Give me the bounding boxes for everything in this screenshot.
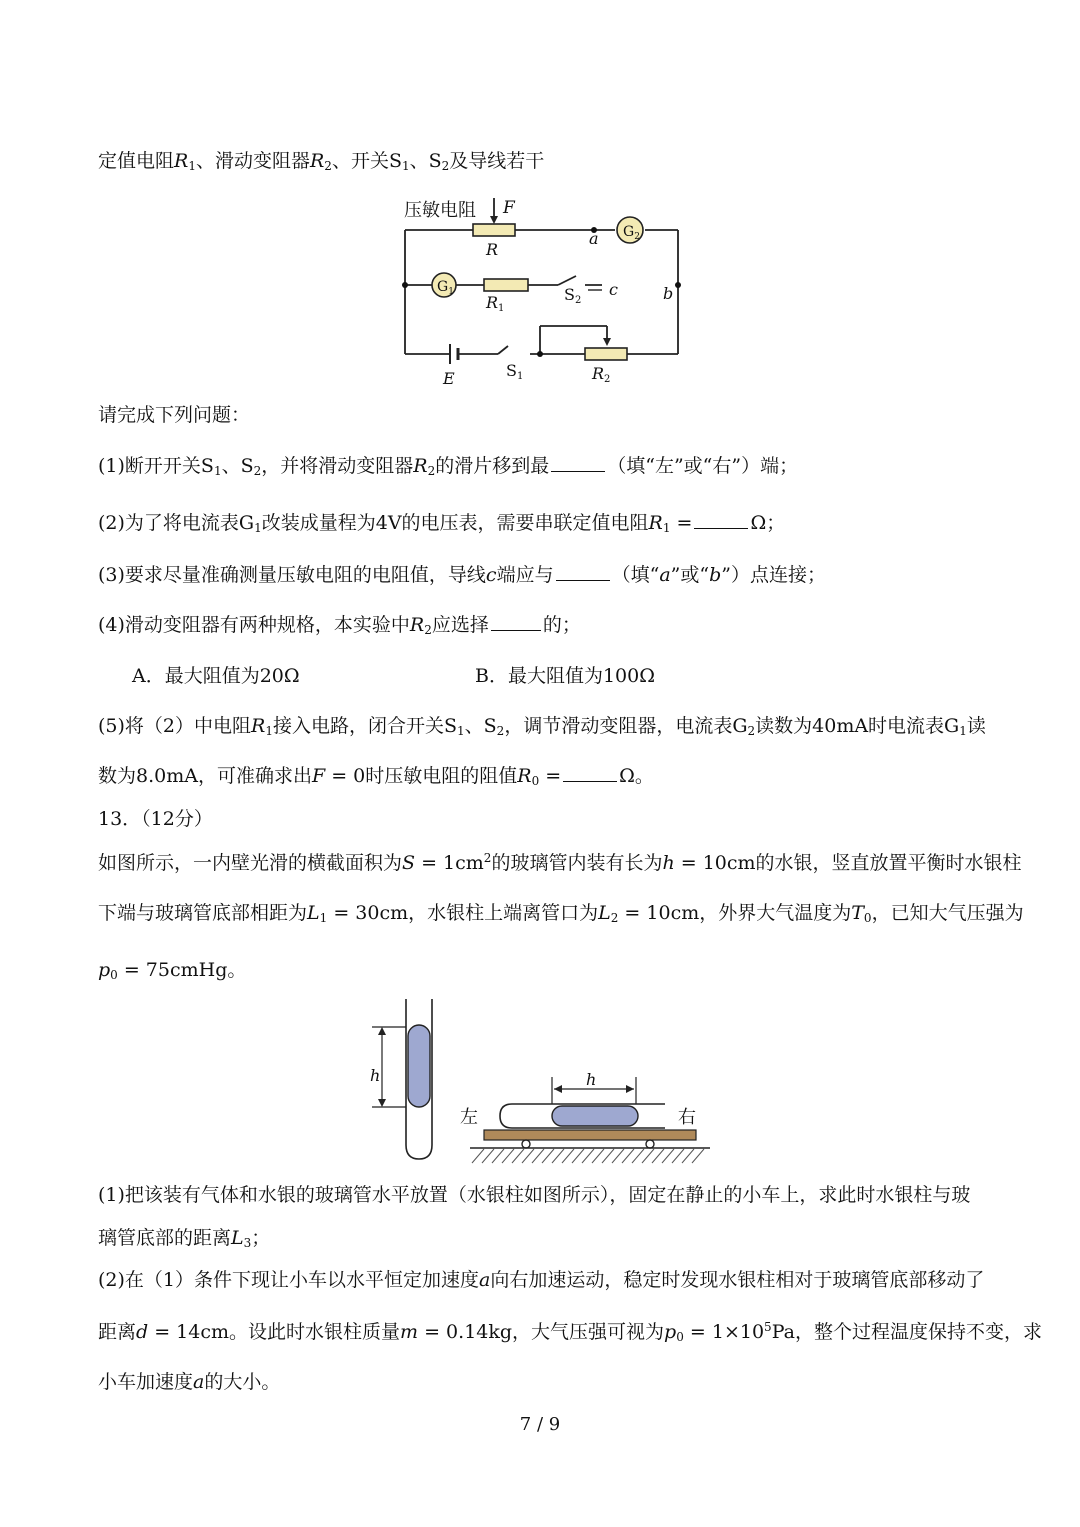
text: = 10cm的水银，竖直放置平衡时水银柱 [674,852,1022,874]
text: 定值电阻 [98,150,175,172]
text: = 0时压敏电阻的阻值 [325,765,518,787]
text: Pa，整个过程温度保持不变，求 [771,1321,1042,1343]
var: p [664,1321,677,1343]
sub: 2 [427,464,436,478]
question-13-2-line-3 [98,1367,280,1394]
text: ”或“ [670,564,710,586]
text: 读 [966,715,986,737]
var: R [517,765,532,787]
text: 改装成量程为4V的电压表，需要串联定值电阻 [261,512,649,534]
text: = 30cm，水银柱上端离管口为 [327,902,599,924]
text: ，已知大气压强为 [871,902,1024,924]
question-13-1-line-1: (1)把该装有气体和水银的玻璃管水平放置（水银柱如图所示），固定在静止的小车上，求此时水银柱与玻 [98,1184,971,1206]
text: Ω。 [619,765,654,787]
option-a[interactable]: A．最大阻值为20Ω [132,665,300,687]
sub: 1 [319,911,328,925]
text: = [539,765,562,787]
text: 的玻璃管内装有长为 [491,852,663,874]
text: 、S [409,150,442,172]
intro-line [98,146,544,173]
question-2 [98,508,785,535]
text: = 14cm。设此时水银柱质量 [148,1321,401,1343]
text: 读数为40mA时电流表G [755,715,960,737]
var: R [409,614,425,636]
text: 、开关S [331,150,402,172]
text: (4)滑动变阻器有两种规格，本实验中 [98,614,410,636]
text: 距离 [98,1321,137,1343]
point-a-label: a [589,229,599,248]
text: ，调节滑动变阻器，电流表G [504,715,748,737]
prompt: 请完成下列问题： [98,404,251,426]
var: p [98,959,111,981]
point-b-label: b [663,284,674,303]
text: 接入电路，闭合开关S [272,715,457,737]
e-label: E [443,369,455,388]
var: m [400,1321,419,1343]
text: (2)为了将电流表G [98,512,255,534]
text: = [670,512,693,534]
text: = 0.14kg，大气压强可视为 [418,1321,665,1343]
sub: 0 [863,911,872,925]
question-5-line-2 [98,761,654,788]
sub: 1 [254,521,262,535]
text: = 75cmHg。 [117,959,247,981]
text: 、S [464,715,497,737]
answer-blank[interactable] [491,616,541,631]
text: (3)要求尽量准确测量压敏电阻的电阻值，导线 [98,564,486,586]
right-label: 右 [678,1107,696,1128]
sub: 3 [243,1236,252,1250]
var: F [311,765,326,787]
var: R [309,150,325,172]
var: L [598,902,611,924]
var: L [307,902,320,924]
tube-figure [360,995,720,1175]
force-label: F [503,198,515,218]
text: 小车加速度 [98,1371,194,1393]
sub: 2 [496,724,505,738]
text: ，并将滑动变阻器 [261,455,414,477]
var: a [479,1269,491,1291]
var: R [174,150,189,172]
sup: 2 [483,851,492,865]
page-number: 7 / 9 [519,1414,561,1435]
text: 的大小。 [204,1371,281,1393]
var: h [662,852,675,874]
sub: 2 [610,911,619,925]
question-1 [98,451,798,478]
pressure-resistor-label: 压敏电阻 [404,200,476,221]
sub: 1 [188,159,196,173]
g1-label: $G_1$ [437,279,454,297]
var: d [136,1321,149,1343]
question-13-line-1 [98,848,1022,875]
sub: 1 [213,464,222,478]
text: 及导线若干 [449,150,545,172]
s1-label: S1 [506,361,524,382]
sub: 0 [531,774,540,788]
question-3 [98,560,826,587]
text: ”）点连接； [721,564,826,586]
var: S [402,852,416,874]
question-13-line-3 [98,955,246,982]
sub: 2 [747,724,756,738]
sub: 0 [110,968,118,982]
sup: 5 [764,1320,772,1334]
text: = 1cm [415,852,484,874]
sub: 2 [324,159,332,173]
text: 如图所示，一内壁光滑的横截面积为 [98,852,403,874]
question-5-line-1 [98,711,986,738]
text: 向右加速运动，稳定时发现水银柱相对于玻璃管底部移动了 [490,1269,985,1291]
text: (2)在（1）条件下现让小车以水平恒定加速度 [98,1269,480,1291]
answer-blank[interactable] [551,457,605,472]
question-13-2-line-1 [98,1265,984,1292]
question-13-1-line-2 [98,1223,270,1250]
text: 、滑动变阻器 [195,150,310,172]
sub: 0 [676,1330,684,1344]
var: R [413,455,428,477]
text: = 10cm，外界大气温度为 [618,902,852,924]
text: = 1×10 [683,1321,765,1343]
answer-blank[interactable] [563,767,617,782]
sub: 1 [457,724,465,738]
option-b[interactable]: B．最大阻值为100Ω [475,665,655,687]
r1-label: R1 [486,293,505,314]
var: b [709,564,722,586]
sub: 2 [424,623,432,637]
text: 数为8.0mA，可准确求出 [98,765,312,787]
var: a [193,1371,205,1393]
sub: 1 [662,521,671,535]
text: 的； [542,614,581,636]
text: 下端与玻璃管底部相距为 [98,902,308,924]
sub: 1 [959,724,967,738]
r2-label: R2 [592,364,611,385]
var: R [251,715,266,737]
var: L [231,1227,244,1249]
var: T [851,902,864,924]
answer-blank[interactable] [694,514,748,529]
question-13-header: 13．（12分） [98,808,213,830]
text: 的滑片移到最 [435,455,550,477]
question-13-line-2 [98,898,1024,925]
s2-label: S2 [564,285,582,306]
var: a [659,564,671,586]
sub: 2 [253,464,262,478]
text: 璃管底部的距离 [98,1227,232,1249]
point-c-label: c [609,280,618,299]
text: 应选择 [431,614,489,636]
question-13-2-line-2 [98,1317,1042,1344]
question-4 [98,610,581,637]
text: 端应与 [496,564,554,586]
sub: 1 [401,159,410,173]
circuit-diagram [380,188,700,398]
text: ； [251,1227,271,1249]
text: (5)将（2）中电阻 [98,715,252,737]
h-horizontal-label: h [586,1070,597,1089]
r-label: R [486,240,499,259]
var: R [648,512,663,534]
text: 、S [221,455,254,477]
sub: 2 [441,159,450,173]
text: (1)断开开关S [98,455,214,477]
text: （填“左”或“右”）端； [607,455,799,477]
sub: 1 [265,724,273,738]
g2-label: $G_2$ [623,224,640,242]
answer-blank[interactable] [556,566,610,581]
text: （填“ [611,564,660,586]
left-label: 左 [460,1107,478,1128]
h-vertical-label: h [370,1066,381,1085]
var: c [485,564,497,586]
text: Ω； [750,512,786,534]
